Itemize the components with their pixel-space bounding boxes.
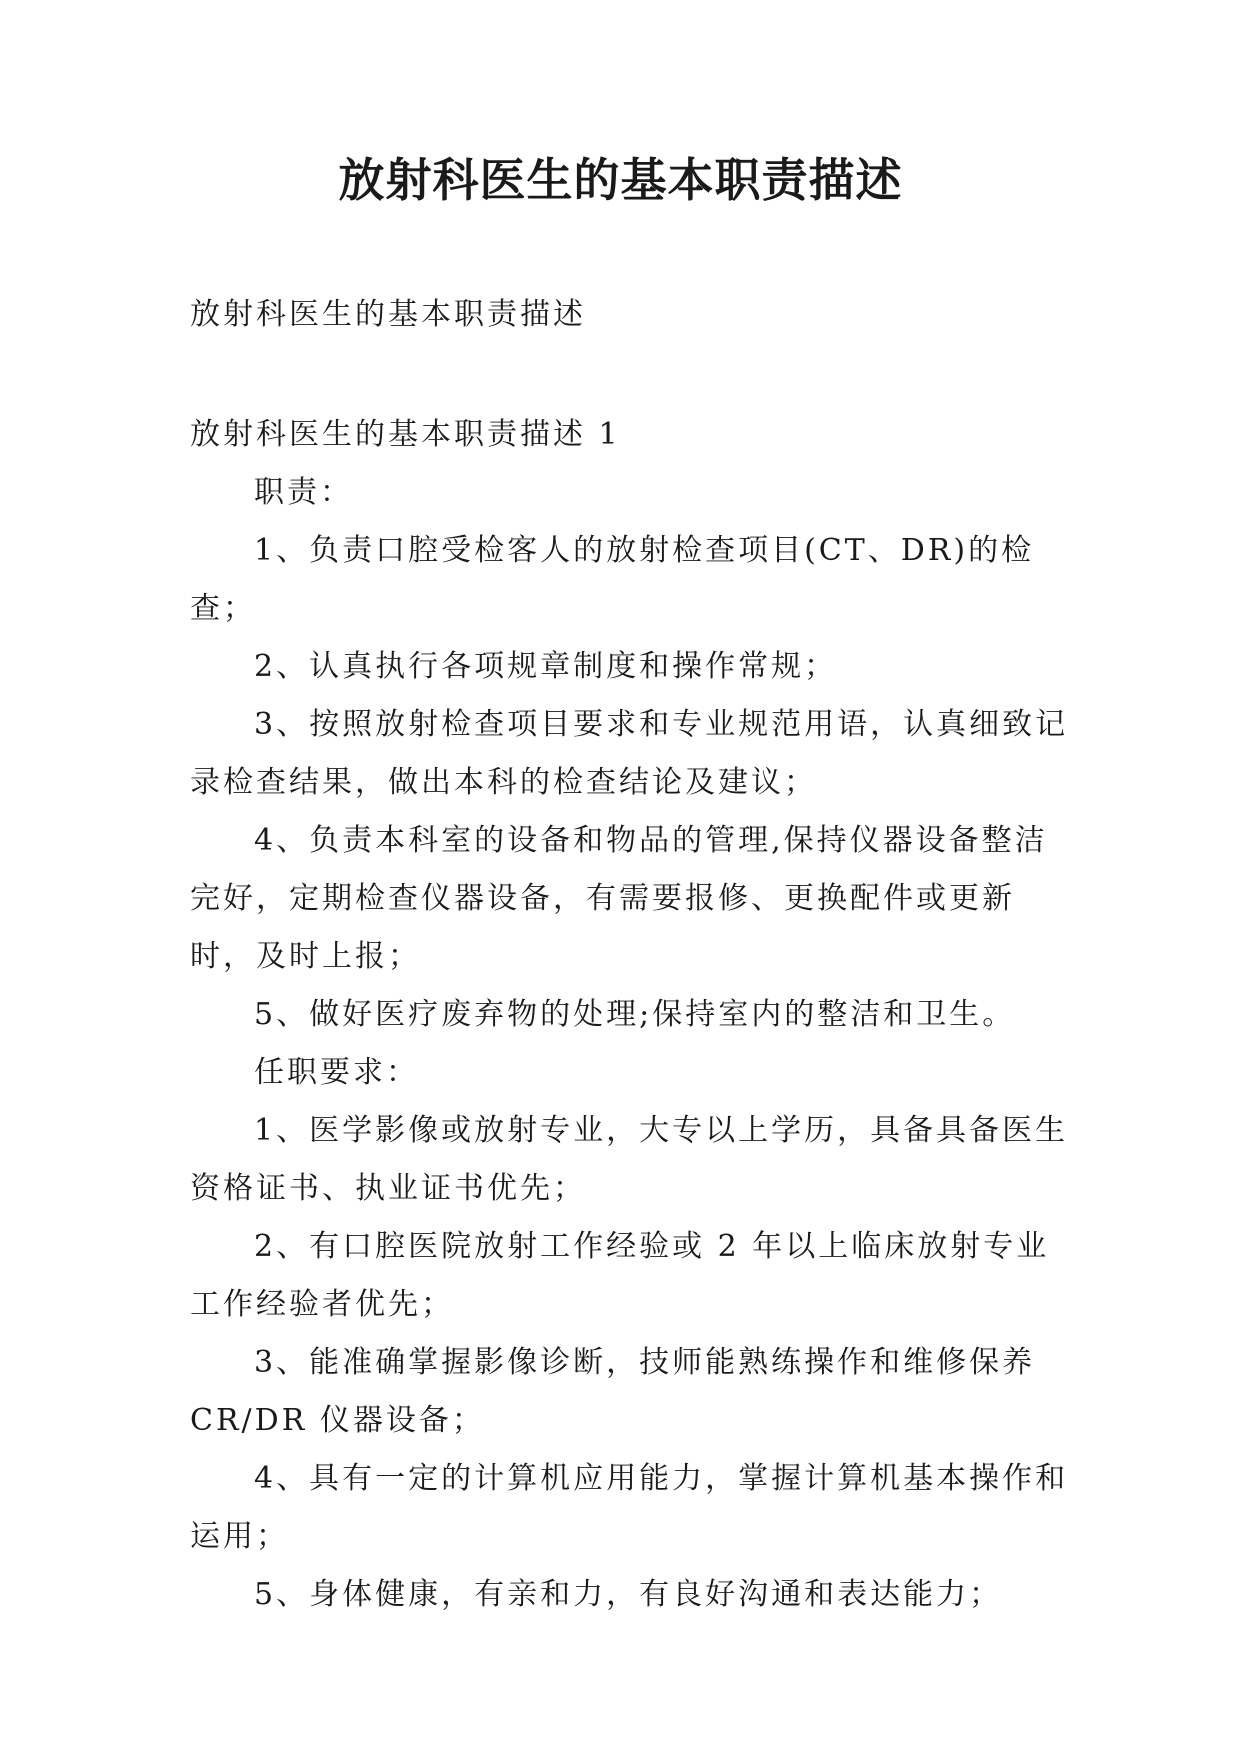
paragraph: 1、负责口腔受检客人的放射检查项目(CT、DR)的检查； <box>190 533 1035 626</box>
paragraph: 5、身体健康，有亲和力，有良好沟通和表达能力； <box>254 1577 1003 1612</box>
paragraph-duties-heading: 职责： <box>254 475 353 510</box>
section-heading: 放射科医生的基本职责描述 1 <box>190 417 621 452</box>
paragraph-requirements-heading: 任职要求： <box>254 1055 419 1090</box>
paragraph: 2、认真执行各项规章制度和操作常规； <box>254 649 838 684</box>
paragraph: 4、具有一定的计算机应用能力，掌握计算机基本操作和运用； <box>190 1461 1069 1554</box>
paragraph: 4、负责本科室的设备和物品的管理,保持仪器设备整洁完好，定期检查仪器设备，有需要报修、更换配件或更新时，及时上报； <box>190 823 1048 974</box>
paragraph: 3、能准确掌握影像诊断，技师能熟练操作和维修保养 CR/DR 仪器设备； <box>190 1345 1036 1438</box>
document-subtitle: 放射科医生的基本职责描述 <box>190 297 586 332</box>
paragraph: 5、做好医疗废弃物的处理;保持室内的整洁和卫生。 <box>254 997 1016 1032</box>
document-title: 放射科医生的基本职责描述 <box>338 153 903 207</box>
document-body <box>190 464 1070 1624</box>
paragraph: 1、医学影像或放射专业，大专以上学历，具备具备医生资格证书、执业证书优先； <box>190 1113 1069 1206</box>
paragraph: 3、按照放射检查项目要求和专业规范用语，认真细致记录检查结果，做出本科的检查结论及建议； <box>190 707 1069 800</box>
paragraph: 2、有口腔医院放射工作经验或 2 年以上临床放射专业工作经验者优先； <box>190 1229 1050 1322</box>
